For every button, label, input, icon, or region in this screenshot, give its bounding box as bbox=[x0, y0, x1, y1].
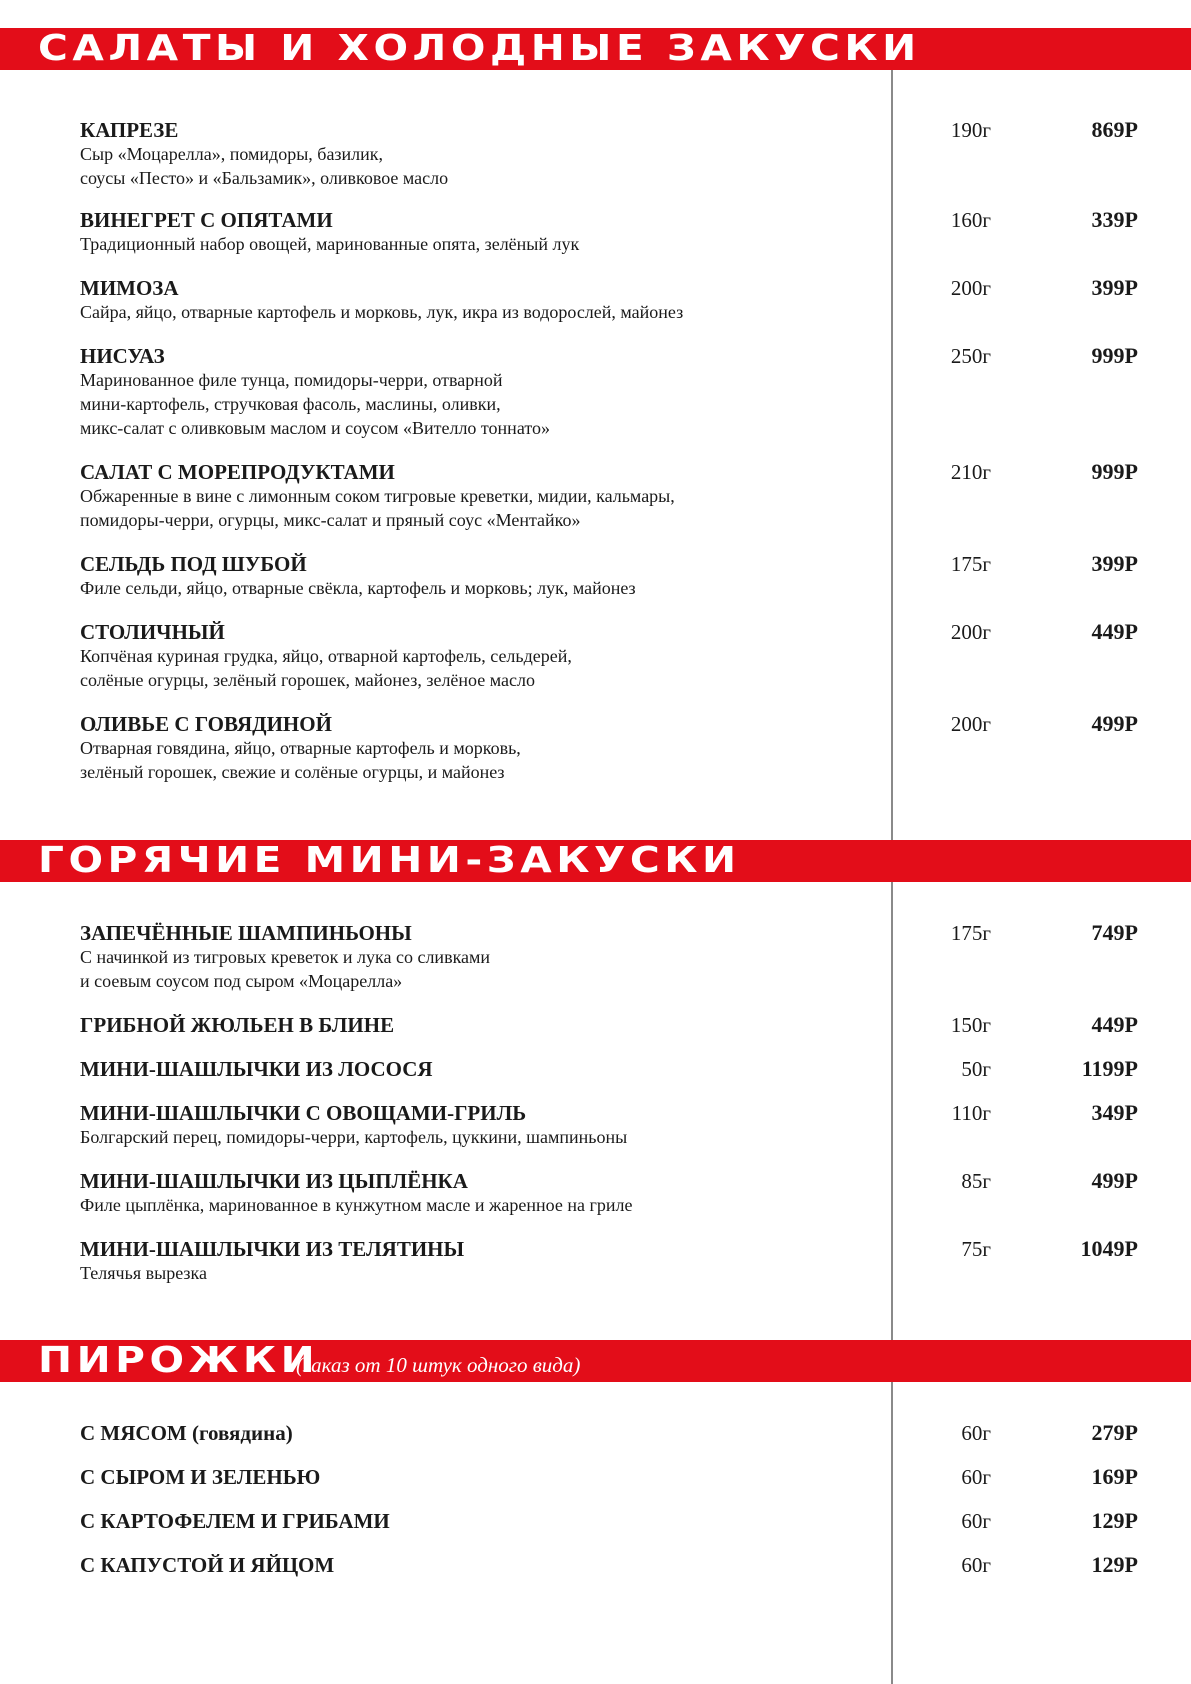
item-weight: 160г bbox=[950, 208, 991, 232]
item-price: 339Р bbox=[1091, 207, 1138, 232]
menu-item bbox=[80, 1236, 1140, 1285]
section-banner bbox=[0, 840, 1191, 882]
item-name: САЛАТ С МОРЕПРОДУКТАМИ bbox=[80, 460, 395, 484]
item-description: Традиционный набор овощей, маринованные опята, зелёный лук bbox=[80, 234, 580, 254]
item-weight: 50г bbox=[961, 1057, 991, 1081]
menu-item bbox=[80, 711, 1140, 784]
item-weight: 210г bbox=[950, 460, 991, 484]
item-description: Сайра, яйцо, отварные картофель и морковь, лук, икра из водорослей, майонез bbox=[80, 302, 684, 322]
menu-item bbox=[80, 551, 1140, 600]
item-name: ОЛИВЬЕ С ГОВЯДИНОЙ bbox=[80, 712, 332, 736]
item-description: Филе цыплёнка, маринованное в кунжутном масле и жаренное на гриле bbox=[80, 1195, 633, 1215]
item-description: Копчёная куриная грудка, яйцо, отварной картофель, сельдерей, солёные огурцы, зелёный горошек, майонез, зелёное масло bbox=[80, 646, 572, 690]
item-name: КАПРЕЗЕ bbox=[80, 118, 179, 142]
section-banner bbox=[0, 28, 1191, 70]
menu-item bbox=[80, 1420, 1140, 1446]
item-name: МИМОЗА bbox=[80, 276, 179, 300]
menu-item bbox=[80, 1168, 1140, 1217]
menu-item bbox=[80, 1508, 1140, 1534]
item-price: 129Р bbox=[1091, 1508, 1138, 1533]
item-weight: 150г bbox=[950, 1013, 991, 1037]
item-weight: 200г bbox=[950, 712, 991, 736]
item-description: Маринованное филе тунца, помидоры-черри, отварной мини-картофель, стручковая фасоль, маслины, оливки, микс-салат с оливковым маслом и соусом «Вителло тоннато» bbox=[80, 370, 550, 438]
item-description: Обжаренные в вине с лимонным соком тигровые креветки, мидии, кальмары, помидоры-черри, огурцы, микс-салат и пряный соус «Ментайко» bbox=[80, 486, 675, 530]
item-weight: 250г bbox=[950, 344, 991, 368]
section-title: САЛАТЫ И ХОЛОДНЫЕ ЗАКУСКИ bbox=[38, 28, 921, 69]
item-name: МИНИ-ШАШЛЫЧКИ ИЗ ТЕЛЯТИНЫ bbox=[80, 1237, 465, 1261]
item-weight: 200г bbox=[950, 620, 991, 644]
section-note: (заказ от 10 штук одного вида) bbox=[296, 1353, 581, 1377]
item-price: 499Р bbox=[1091, 711, 1138, 736]
item-name: ЗАПЕЧЁННЫЕ ШАМПИНЬОНЫ bbox=[80, 921, 412, 945]
item-description: Болгарский перец, помидоры-черри, картофель, цуккини, шампиньоны bbox=[80, 1127, 628, 1147]
section-title: ГОРЯЧИЕ МИНИ-ЗАКУСКИ bbox=[38, 840, 741, 881]
item-weight: 75г bbox=[961, 1237, 991, 1261]
item-description: Сыр «Моцарелла», помидоры, базилик, соусы «Песто» и «Бальзамик», оливковое масло bbox=[80, 144, 449, 188]
item-name: МИНИ-ШАШЛЫЧКИ С ОВОЩАМИ-ГРИЛЬ bbox=[80, 1101, 527, 1125]
item-price: 1049Р bbox=[1080, 1236, 1138, 1261]
item-name: МИНИ-ШАШЛЫЧКИ ИЗ ЦЫПЛЁНКА bbox=[80, 1169, 468, 1193]
item-name: С МЯСОМ (говядина) bbox=[80, 1421, 293, 1445]
item-name: ГРИБНОЙ ЖЮЛЬЕН В БЛИНЕ bbox=[80, 1013, 395, 1037]
item-price: 999Р bbox=[1091, 459, 1138, 484]
menu-item bbox=[80, 920, 1140, 993]
item-price: 499Р bbox=[1091, 1168, 1138, 1193]
item-price: 999Р bbox=[1091, 343, 1138, 368]
item-description: Телячья вырезка bbox=[80, 1263, 207, 1283]
item-price: 129Р bbox=[1091, 1552, 1138, 1577]
item-name: С КАПУСТОЙ И ЯЙЦОМ bbox=[80, 1553, 335, 1577]
menu-item bbox=[80, 117, 1140, 190]
item-weight: 85г bbox=[961, 1169, 991, 1193]
item-description: С начинкой из тигровых креветок и лука со сливками и соевым соусом под сыром «Моцарелла» bbox=[80, 947, 491, 991]
item-name: СЕЛЬДЬ ПОД ШУБОЙ bbox=[80, 552, 307, 576]
section-title: ПИРОЖКИ bbox=[38, 1340, 320, 1381]
item-name: НИСУАЗ bbox=[80, 344, 165, 368]
item-weight: 175г bbox=[950, 552, 991, 576]
menu-item bbox=[80, 343, 1140, 440]
menu-item bbox=[80, 275, 1140, 324]
item-weight: 60г bbox=[961, 1421, 991, 1445]
menu-item bbox=[80, 1464, 1140, 1490]
item-price: 449Р bbox=[1091, 619, 1138, 644]
menu-item bbox=[80, 619, 1140, 692]
item-weight: 110г bbox=[951, 1101, 991, 1125]
item-price: 349Р bbox=[1091, 1100, 1138, 1125]
menu-item bbox=[80, 1056, 1140, 1081]
menu-item bbox=[80, 459, 1140, 532]
item-description: Филе сельди, яйцо, отварные свёкла, картофель и морковь; лук, майонез bbox=[80, 578, 636, 598]
item-weight: 175г bbox=[950, 921, 991, 945]
item-price: 749Р bbox=[1091, 920, 1138, 945]
item-price: 399Р bbox=[1091, 275, 1138, 300]
item-weight: 200г bbox=[950, 276, 991, 300]
item-price: 1199Р bbox=[1081, 1056, 1138, 1081]
menu-item bbox=[80, 1100, 1140, 1149]
section-banner bbox=[0, 1340, 1191, 1382]
menu-item bbox=[80, 1552, 1140, 1578]
item-name: С СЫРОМ И ЗЕЛЕНЬЮ bbox=[80, 1465, 321, 1489]
item-weight: 60г bbox=[961, 1553, 991, 1577]
item-weight: 60г bbox=[961, 1509, 991, 1533]
menu-item bbox=[80, 1012, 1140, 1037]
item-description: Отварная говядина, яйцо, отварные картофель и морковь, зелёный горошек, свежие и солёные огурцы, и майонез bbox=[80, 738, 521, 782]
item-price: 399Р bbox=[1091, 551, 1138, 576]
item-name: СТОЛИЧНЫЙ bbox=[80, 620, 225, 644]
item-name: ВИНЕГРЕТ С ОПЯТАМИ bbox=[80, 208, 333, 232]
item-price: 449Р bbox=[1091, 1012, 1138, 1037]
item-price: 169Р bbox=[1091, 1464, 1138, 1489]
item-name: МИНИ-ШАШЛЫЧКИ ИЗ ЛОСОСЯ bbox=[80, 1057, 433, 1081]
item-price: 279Р bbox=[1091, 1420, 1138, 1445]
menu-item bbox=[80, 207, 1140, 256]
item-name: С КАРТОФЕЛЕМ И ГРИБАМИ bbox=[80, 1509, 390, 1533]
item-weight: 190г bbox=[950, 118, 991, 142]
item-weight: 60г bbox=[961, 1465, 991, 1489]
item-price: 869Р bbox=[1091, 117, 1138, 142]
